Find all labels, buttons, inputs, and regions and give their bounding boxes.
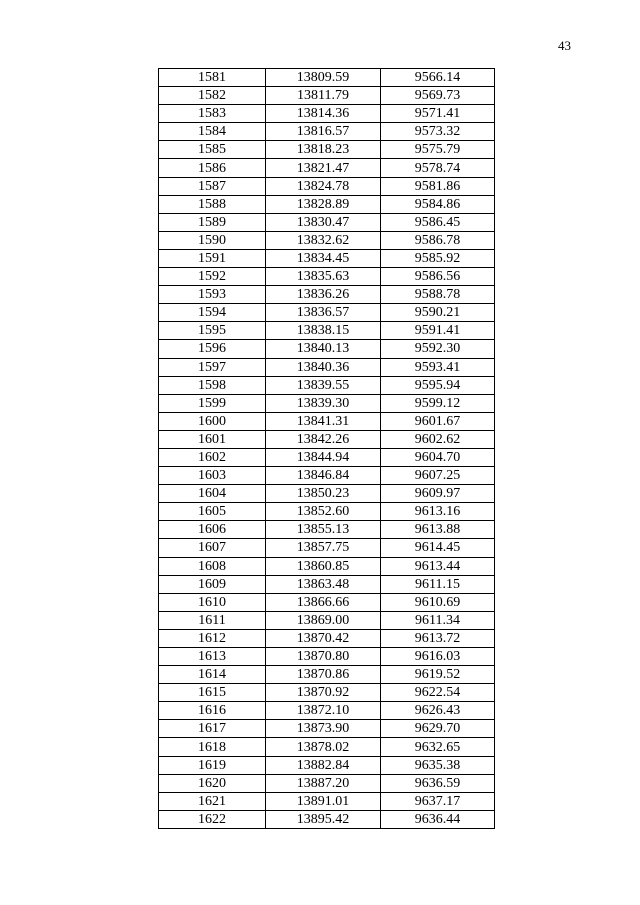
row-id-cell: 1610 [159, 593, 266, 611]
table-row [159, 123, 495, 141]
value-b-cell: 9626.43 [381, 702, 495, 720]
value-b-cell: 9593.41 [381, 358, 495, 376]
row-id-cell: 1592 [159, 268, 266, 286]
row-id-cell: 1614 [159, 666, 266, 684]
value-a-cell: 13832.62 [266, 231, 381, 249]
table-row [159, 448, 495, 466]
value-a-cell: 13873.90 [266, 720, 381, 738]
value-b-cell: 9592.30 [381, 340, 495, 358]
table-row [159, 593, 495, 611]
value-b-cell: 9588.78 [381, 286, 495, 304]
value-b-cell: 9591.41 [381, 322, 495, 340]
value-a-cell: 13824.78 [266, 177, 381, 195]
value-a-cell: 13811.79 [266, 87, 381, 105]
table-row [159, 231, 495, 249]
row-id-cell: 1589 [159, 213, 266, 231]
value-a-cell: 13860.85 [266, 557, 381, 575]
table-row [159, 394, 495, 412]
value-b-cell: 9619.52 [381, 666, 495, 684]
table-row [159, 720, 495, 738]
row-id-cell: 1603 [159, 467, 266, 485]
value-b-cell: 9611.34 [381, 611, 495, 629]
table-row [159, 412, 495, 430]
value-b-cell: 9610.69 [381, 593, 495, 611]
value-b-cell: 9601.67 [381, 412, 495, 430]
row-id-cell: 1619 [159, 756, 266, 774]
row-id-cell: 1601 [159, 430, 266, 448]
value-a-cell: 13836.57 [266, 304, 381, 322]
table-row [159, 648, 495, 666]
row-id-cell: 1616 [159, 702, 266, 720]
table-row [159, 430, 495, 448]
value-a-cell: 13835.63 [266, 268, 381, 286]
table-row [159, 738, 495, 756]
value-a-cell: 13828.89 [266, 195, 381, 213]
value-a-cell: 13870.42 [266, 629, 381, 647]
value-a-cell: 13887.20 [266, 774, 381, 792]
value-b-cell: 9602.62 [381, 430, 495, 448]
table-row [159, 304, 495, 322]
table-row [159, 376, 495, 394]
table-row [159, 358, 495, 376]
value-a-cell: 13870.80 [266, 648, 381, 666]
row-id-cell: 1622 [159, 810, 266, 828]
table-row [159, 503, 495, 521]
row-id-cell: 1594 [159, 304, 266, 322]
value-b-cell: 9586.45 [381, 213, 495, 231]
row-id-cell: 1595 [159, 322, 266, 340]
value-a-cell: 13866.66 [266, 593, 381, 611]
value-b-cell: 9616.03 [381, 648, 495, 666]
row-id-cell: 1615 [159, 684, 266, 702]
row-id-cell: 1604 [159, 485, 266, 503]
row-id-cell: 1602 [159, 448, 266, 466]
value-a-cell: 13844.94 [266, 448, 381, 466]
row-id-cell: 1581 [159, 69, 266, 87]
table-row [159, 485, 495, 503]
row-id-cell: 1599 [159, 394, 266, 412]
value-a-cell: 13842.26 [266, 430, 381, 448]
table-row [159, 177, 495, 195]
row-id-cell: 1588 [159, 195, 266, 213]
table-row [159, 539, 495, 557]
row-id-cell: 1617 [159, 720, 266, 738]
row-id-cell: 1612 [159, 629, 266, 647]
table-row [159, 249, 495, 267]
table-row [159, 268, 495, 286]
table-row [159, 340, 495, 358]
row-id-cell: 1609 [159, 575, 266, 593]
value-a-cell: 13839.30 [266, 394, 381, 412]
value-b-cell: 9604.70 [381, 448, 495, 466]
row-id-cell: 1593 [159, 286, 266, 304]
value-a-cell: 13882.84 [266, 756, 381, 774]
value-a-cell: 13834.45 [266, 249, 381, 267]
value-b-cell: 9575.79 [381, 141, 495, 159]
row-id-cell: 1605 [159, 503, 266, 521]
value-a-cell: 13850.23 [266, 485, 381, 503]
value-a-cell: 13841.31 [266, 412, 381, 430]
table-row [159, 557, 495, 575]
table-row [159, 286, 495, 304]
row-id-cell: 1597 [159, 358, 266, 376]
table-row [159, 702, 495, 720]
value-a-cell: 13872.10 [266, 702, 381, 720]
value-a-cell: 13839.55 [266, 376, 381, 394]
table-row [159, 87, 495, 105]
value-a-cell: 13863.48 [266, 575, 381, 593]
table-row [159, 774, 495, 792]
table-row [159, 105, 495, 123]
value-b-cell: 9635.38 [381, 756, 495, 774]
value-b-cell: 9595.94 [381, 376, 495, 394]
value-a-cell: 13852.60 [266, 503, 381, 521]
value-b-cell: 9613.44 [381, 557, 495, 575]
value-a-cell: 13836.26 [266, 286, 381, 304]
row-id-cell: 1607 [159, 539, 266, 557]
row-id-cell: 1583 [159, 105, 266, 123]
row-id-cell: 1582 [159, 87, 266, 105]
value-b-cell: 9637.17 [381, 792, 495, 810]
value-a-cell: 13870.86 [266, 666, 381, 684]
value-b-cell: 9611.15 [381, 575, 495, 593]
table-row [159, 213, 495, 231]
row-id-cell: 1586 [159, 159, 266, 177]
value-a-cell: 13840.13 [266, 340, 381, 358]
data-table [158, 68, 495, 829]
value-a-cell: 13840.36 [266, 358, 381, 376]
value-b-cell: 9569.73 [381, 87, 495, 105]
value-b-cell: 9586.78 [381, 231, 495, 249]
value-b-cell: 9629.70 [381, 720, 495, 738]
value-a-cell: 13838.15 [266, 322, 381, 340]
row-id-cell: 1608 [159, 557, 266, 575]
value-b-cell: 9613.16 [381, 503, 495, 521]
table-row [159, 521, 495, 539]
value-a-cell: 13891.01 [266, 792, 381, 810]
table-row [159, 195, 495, 213]
table-row [159, 629, 495, 647]
row-id-cell: 1600 [159, 412, 266, 430]
value-b-cell: 9613.88 [381, 521, 495, 539]
value-b-cell: 9566.14 [381, 69, 495, 87]
value-b-cell: 9613.72 [381, 629, 495, 647]
table-row [159, 575, 495, 593]
value-b-cell: 9599.12 [381, 394, 495, 412]
value-a-cell: 13816.57 [266, 123, 381, 141]
table-row [159, 467, 495, 485]
row-id-cell: 1591 [159, 249, 266, 267]
table-row [159, 141, 495, 159]
value-b-cell: 9632.65 [381, 738, 495, 756]
value-b-cell: 9584.86 [381, 195, 495, 213]
value-b-cell: 9590.21 [381, 304, 495, 322]
row-id-cell: 1598 [159, 376, 266, 394]
row-id-cell: 1611 [159, 611, 266, 629]
row-id-cell: 1590 [159, 231, 266, 249]
value-a-cell: 13878.02 [266, 738, 381, 756]
value-a-cell: 13857.75 [266, 539, 381, 557]
value-a-cell: 13830.47 [266, 213, 381, 231]
value-b-cell: 9585.92 [381, 249, 495, 267]
table-row [159, 792, 495, 810]
row-id-cell: 1613 [159, 648, 266, 666]
table-row [159, 666, 495, 684]
table-row [159, 684, 495, 702]
table-body [159, 69, 495, 829]
page-number: 43 [558, 38, 571, 53]
value-a-cell: 13814.36 [266, 105, 381, 123]
value-a-cell: 13895.42 [266, 810, 381, 828]
value-a-cell: 13855.13 [266, 521, 381, 539]
value-a-cell: 13846.84 [266, 467, 381, 485]
value-a-cell: 13870.92 [266, 684, 381, 702]
value-a-cell: 13809.59 [266, 69, 381, 87]
table-row [159, 322, 495, 340]
row-id-cell: 1584 [159, 123, 266, 141]
row-id-cell: 1620 [159, 774, 266, 792]
row-id-cell: 1618 [159, 738, 266, 756]
value-a-cell: 13818.23 [266, 141, 381, 159]
table-row [159, 611, 495, 629]
value-b-cell: 9609.97 [381, 485, 495, 503]
row-id-cell: 1596 [159, 340, 266, 358]
value-a-cell: 13821.47 [266, 159, 381, 177]
table-row [159, 756, 495, 774]
table-row [159, 810, 495, 828]
table-row [159, 69, 495, 87]
value-b-cell: 9607.25 [381, 467, 495, 485]
value-b-cell: 9586.56 [381, 268, 495, 286]
value-b-cell: 9571.41 [381, 105, 495, 123]
value-b-cell: 9636.59 [381, 774, 495, 792]
table-row [159, 159, 495, 177]
value-b-cell: 9636.44 [381, 810, 495, 828]
value-a-cell: 13869.00 [266, 611, 381, 629]
value-b-cell: 9622.54 [381, 684, 495, 702]
row-id-cell: 1606 [159, 521, 266, 539]
row-id-cell: 1587 [159, 177, 266, 195]
value-b-cell: 9581.86 [381, 177, 495, 195]
value-b-cell: 9578.74 [381, 159, 495, 177]
value-b-cell: 9614.45 [381, 539, 495, 557]
value-b-cell: 9573.32 [381, 123, 495, 141]
row-id-cell: 1621 [159, 792, 266, 810]
row-id-cell: 1585 [159, 141, 266, 159]
